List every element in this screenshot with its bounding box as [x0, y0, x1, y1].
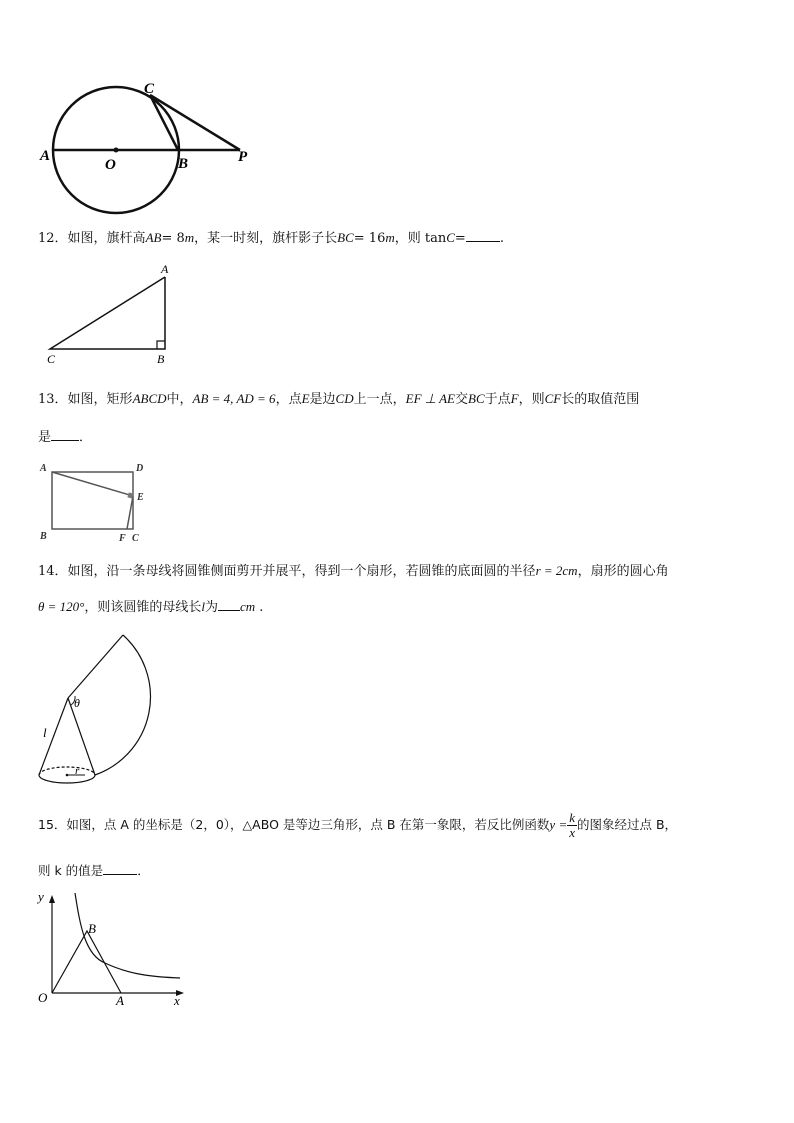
- question-15-line-2: [38, 862, 150, 880]
- q12-number: 12．: [38, 231, 68, 246]
- q15-end: ．: [137, 863, 150, 878]
- q13-text6: 交: [454, 392, 468, 407]
- q15-x: x: [569, 825, 575, 840]
- q13-text1: 如图，矩形: [67, 392, 133, 407]
- base-center: [66, 774, 69, 777]
- triangle-abc: [50, 277, 165, 349]
- label-c: C: [144, 81, 155, 97]
- q15-number: 15．: [38, 817, 67, 832]
- label-y: y: [38, 889, 44, 904]
- q13-text5: 上一点，: [353, 392, 406, 407]
- question-15-line-1: [38, 808, 677, 842]
- label-c: C: [47, 352, 56, 366]
- q12-answer-blank[interactable]: [466, 229, 500, 242]
- q14-text4: 为: [205, 600, 219, 615]
- figure-circle-tangent: [30, 75, 270, 220]
- figure-rectangle: [36, 458, 156, 546]
- q12-m1: m: [184, 230, 195, 245]
- q13-text3: ，点: [275, 392, 302, 407]
- q13-cf: CF: [544, 391, 562, 406]
- figure-hyperbola: [30, 885, 190, 1010]
- segment-ef: [127, 496, 133, 529]
- rectangle-abcd: [52, 472, 133, 529]
- q12-bc: BC: [337, 230, 354, 245]
- q12-text1: 如图，旗杆高: [67, 231, 146, 246]
- q13-cd: CD: [335, 391, 354, 406]
- label-p: P: [238, 149, 248, 165]
- q15-y: y =: [549, 817, 568, 832]
- y-axis-arrow: [49, 895, 55, 903]
- question-12: [38, 229, 504, 248]
- q13-perp: EF ⊥ AE: [405, 391, 455, 406]
- question-13-line-1: [38, 390, 639, 409]
- q13-end: ．: [79, 430, 93, 445]
- label-d: D: [136, 463, 144, 474]
- q14-answer-blank[interactable]: [218, 598, 240, 611]
- label-a: A: [40, 463, 47, 474]
- q12-text2: ，某一时刻，旗杆影子长: [194, 231, 338, 246]
- q12-m2: m: [385, 230, 395, 245]
- q13-text4: 是边: [309, 392, 336, 407]
- label-o: O: [38, 990, 48, 1005]
- figure-right-triangle: [40, 260, 180, 368]
- q12-end: .: [499, 231, 504, 246]
- sector-arc: [95, 635, 150, 775]
- q14-theta: θ = 120°: [38, 599, 85, 614]
- triangle-abo: [52, 931, 121, 993]
- label-b: B: [178, 156, 189, 172]
- q15-fraction: [567, 811, 577, 840]
- q14-l: l: [201, 599, 205, 614]
- q13-number: 13．: [38, 392, 68, 407]
- q13-cond: AB = 4, AD = 6: [192, 391, 276, 406]
- question-14-line-2: [38, 598, 263, 617]
- label-a: A: [161, 262, 169, 276]
- q14-text2: ，扇形的圆心角: [577, 564, 669, 579]
- label-a: A: [116, 993, 124, 1008]
- cone-slant-right: [68, 698, 95, 775]
- label-b: B: [88, 921, 96, 936]
- q14-number: 14．: [38, 564, 68, 579]
- q14-end: .: [259, 600, 264, 615]
- q12-eq3: =: [454, 231, 466, 246]
- q13-f: F: [510, 391, 519, 406]
- label-theta: θ: [74, 696, 80, 710]
- label-r: r: [75, 765, 80, 777]
- q12-c: C: [446, 230, 455, 245]
- label-l: l: [43, 725, 47, 740]
- q13-text9: 长的取值范围: [561, 392, 640, 407]
- q13-text7: 于点: [484, 392, 511, 407]
- q13-line2: 是: [38, 430, 52, 445]
- label-x: x: [174, 993, 180, 1008]
- q14-unit: cm: [240, 599, 256, 614]
- q12-text3: ，则 tan: [394, 231, 447, 246]
- q15-line2: 则 k 的值是: [38, 863, 104, 878]
- label-a: A: [40, 148, 51, 164]
- q14-text1: 如图，沿一条母线将圆锥侧面剪开并展平，得到一个扇形，若圆锥的底面圆的半径: [67, 564, 536, 579]
- label-b: B: [40, 531, 47, 542]
- label-b: B: [157, 352, 165, 366]
- q15-text2: 的图象经过点 B，: [577, 817, 678, 832]
- q12-eq2: = 16: [353, 231, 386, 246]
- q13-text2: 中，: [166, 392, 193, 407]
- q13-answer-blank[interactable]: [51, 428, 79, 441]
- q13-e: E: [301, 391, 310, 406]
- label-c: C: [132, 533, 139, 544]
- label-e: E: [137, 492, 144, 503]
- q15-text1: 如图，点 A 的坐标是（2，0），△ABO 是等边三角形，点 B 在第一象限，若反比例函数: [66, 817, 550, 832]
- q12-eq1: = 8: [161, 231, 185, 246]
- q13-bc: BC: [468, 391, 485, 406]
- q14-r: r = 2cm: [535, 563, 578, 578]
- q14-text3: ，则该圆锥的母线长: [84, 600, 202, 615]
- center-dot: [114, 148, 119, 153]
- segment-ae: [52, 472, 133, 496]
- right-angle-mark: [157, 341, 165, 349]
- figure-cone-sector: [30, 628, 170, 793]
- q13-text8: ，则: [518, 392, 545, 407]
- label-o: O: [105, 157, 116, 173]
- sector-radius-1: [68, 635, 123, 698]
- q15-answer-blank[interactable]: [103, 862, 137, 875]
- q12-ab: AB: [145, 230, 162, 245]
- question-13-line-2: [38, 428, 92, 447]
- label-f: F: [119, 533, 126, 544]
- q15-k: k: [569, 810, 575, 825]
- q13-abcd: ABCD: [132, 391, 167, 406]
- question-14-line-1: [38, 562, 669, 581]
